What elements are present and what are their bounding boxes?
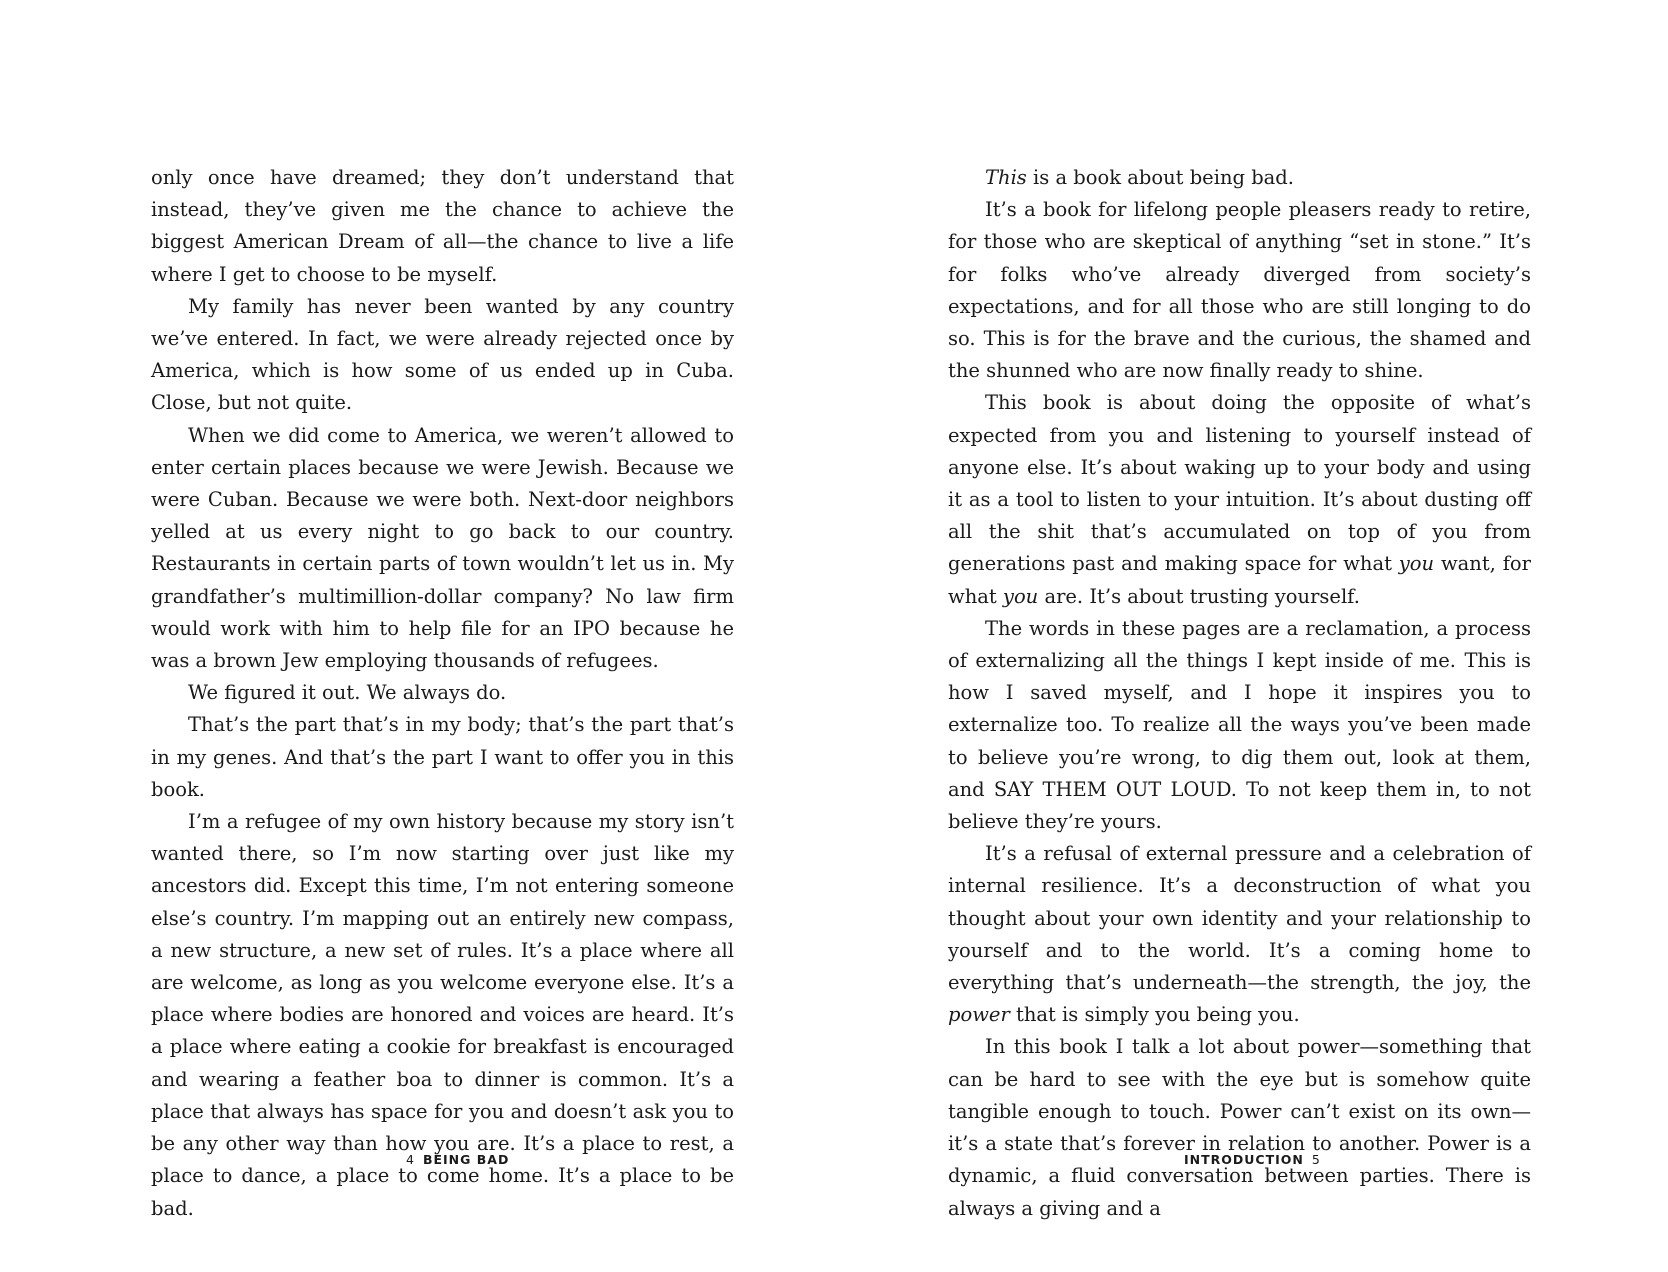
paragraph: We figured it out. We always do. [188, 681, 507, 705]
running-head: BEING BAD [422, 1152, 510, 1167]
paragraph-text: are. It’s about trusting yourself. [1038, 584, 1360, 608]
page-number: 4 [406, 1152, 415, 1167]
paragraph-text: want, for what [948, 552, 1531, 608]
paragraph: It’s a book for lifelong people pleasers ready to retire, for those who are skeptical of anything “set in stone.” It’s for folks who’ve already diverged from society’s expectations, and for all those who are still longing to do so. This is for the brave and the curious, the shamed and the shunned who are now finally ready to shine. [948, 198, 1531, 383]
left-page-text [151, 162, 734, 1225]
emphasis: you [1398, 552, 1435, 576]
paragraph-text: that is simply you being you. [1009, 1003, 1300, 1027]
emphasis: you [1002, 584, 1039, 608]
paragraph-text: This book is about doing the opposite of what’s expected from you and listening to yourself instead of anyone else. It’s about waking up to your body and using it as a tool to listen to your intuition. It’s about dusting off all the shit that’s accumulated on top of you from generations past and making space for what [948, 391, 1531, 576]
left-page-footer [398, 1152, 509, 1167]
paragraph: That’s the part that’s in my body; that’s the part that’s in my genes. And that’s the part I want to offer you in this book. [151, 713, 734, 801]
paragraph: In this book I talk a lot about power—something that can be hard to see with the eye but is somehow quite tangible enough to touch. Power can’t exist on its own—it’s a state that’s forever in relation to another. Power is a dynamic, a fluid conversation between parties. There is always a giving and a [948, 1035, 1531, 1220]
paragraph [948, 162, 1531, 194]
emphasis: This [985, 166, 1027, 189]
emphasis: power [948, 1003, 1010, 1027]
paragraph [948, 838, 1531, 1031]
paragraph: When we did come to America, we weren’t allowed to enter certain places because we were Jewish. Because we were Cuban. Because we were both. Next-door neighbors yelled at us every night to go back to our country. Restaurants in certain parts of town wouldn’t let us in. My grandfather’s multimillion-dollar company? No law firm would work with him to help file for an IPO because he was a brown Jew employing thousands of refugees. [151, 423, 734, 673]
right-page-footer [1184, 1152, 1329, 1167]
paragraph-text: It’s a refusal of external pressure and a celebration of internal resilience. It’s a deconstruction of what you thought about your own identity and your relationship to yourself and to the world. It’s a coming home to everything that’s underneath—the strength, the joy, the [948, 842, 1531, 995]
paragraph: I’m a refugee of my own history because my story isn’t wanted there, so I’m now starting over just like my ancestors did. Except this time, I’m not entering someone else’s country. I’m mapping out an entirely new compass, a new structure, a new set of rules. It’s a place where all are welcome, as long as you welcome everyone else. It’s a place where bodies are honored and voices are heard. It’s a place where eating a cookie for breakfast is encouraged and wearing a feather boa to dinner is common. It’s a place that always has space for you and doesn’t ask you to be any other way than how you are. It’s a place to rest, a place to dance, a place to come home. It’s a place to be bad. [151, 810, 734, 1220]
page-number: 5 [1311, 1152, 1321, 1167]
paragraph: only once have dreamed; they don’t understand that instead, they’ve given me the chance to achieve the biggest American Dream of all—the chance to live a life where I get to choose to be myself. [151, 166, 734, 286]
right-page [834, 0, 1668, 1272]
right-page-text [948, 162, 1531, 1225]
running-head: INTRODUCTION [1184, 1152, 1304, 1167]
paragraph: The words in these pages are a reclamation, a process of externalizing all the things I kept inside of me. This is how I saved myself, and I hope it inspires you to externalize too. To realize all the ways you’ve been made to believe you’re wrong, to dig them out, look at them, and SAY THEM OUT LOUD. To not keep them in, to not believe they’re yours. [948, 616, 1531, 834]
paragraph: My family has never been wanted by any country we’ve entered. In fact, we were already rejected once by America, which is how some of us ended up in Cuba. Close, but not quite. [151, 294, 734, 415]
paragraph [948, 387, 1531, 612]
paragraph-text: is a book about being bad. [1026, 166, 1294, 189]
